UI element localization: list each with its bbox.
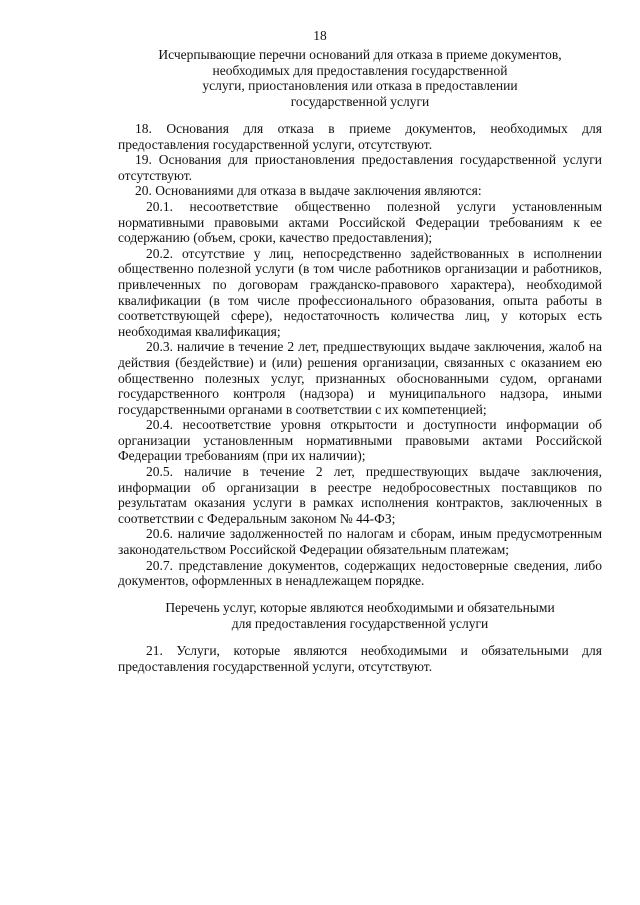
heading-line: Перечень услуг, которые являются необходимыми и обязательными — [165, 600, 555, 615]
paragraph-20-3: 20.3. наличие в течение 2 лет, предшествующих выдаче заключения, жалоб на действия (бездействие) и (или) решения организации, связанных с оказанием ею общественно полезных услуг, признанных обоснованными судом, органами государственного контроля (надзора) и муниципального надзора, иными государственными органами в соответствии с их компетенцией; — [118, 339, 602, 417]
section-heading-required-services — [118, 600, 602, 631]
heading-line: услуги, приостановления или отказа в предоставлении — [202, 78, 518, 94]
heading-line: Исчерпывающие перечни оснований для отказа в приеме документов, — [158, 47, 562, 62]
section-body-refusal-grounds — [118, 121, 602, 589]
paragraph-20-5: 20.5. наличие в течение 2 лет, предшествующих выдаче заключения, информации об организации в реестре недобросовестных поставщиков по результатам оказания услуги в рамках исполнения контрактов, заключенных в соответствии с Федеральным законом № 44-ФЗ; — [118, 464, 602, 526]
section-heading-refusal-grounds — [118, 47, 602, 109]
paragraph-20-1: 20.1. несоответствие общественно полезной услуги установленным нормативными правовыми актами Российской Федерации требованиям к ее содержанию (объем, сроки, качество предоставления); — [118, 198, 602, 246]
paragraph-21: 21. Услуги, которые являются необходимыми и обязательными для предоставления государственной услуги, отсутствуют. — [118, 643, 602, 674]
paragraph-20: 20. Основаниями для отказа в выдаче заключения являются: — [135, 183, 482, 199]
heading-line: необходимых для предоставления государственной — [212, 62, 508, 78]
paragraph-20-6: 20.6. наличие задолженностей по налогам и сборам, иным предусмотренным законодательством Российской Федерации обязательным платежам; — [118, 526, 602, 558]
paragraph-19: 19. Основания для приостановления предоставления государственной услуги отсутствуют. — [118, 152, 602, 183]
paragraph-20-2: 20.2. отсутствие у лиц, непосредственно задействованных в исполнении общественно полезной услуги (в том числе работников организации и работников, привлеченных по договорам гражданско-правового характера), необходимой квалификации (в том числе профессионального образования, опыта работы в соответствующей сфере), недостаточность количества лиц, у которых есть необходимая квалификация; — [118, 245, 602, 339]
section-body-required-services — [118, 643, 602, 674]
heading-line: государственной услуги — [290, 93, 430, 109]
paragraph-18: 18. Основания для отказа в приеме документов, необходимых для предоставления государственной услуги, отсутствуют. — [118, 121, 602, 152]
heading-line: для предоставления государственной услуги — [231, 615, 489, 631]
paragraph-20-7: 20.7. представление документов, содержащих недостоверные сведения, либо документов, оформленных в ненадлежащем порядке. — [118, 557, 602, 589]
paragraph-20-4: 20.4. несоответствие уровня открытости и доступности информации об организации установленным нормативными правовыми актами Российской Федерации требованиям (при их наличии); — [118, 417, 602, 464]
page-number: 18 — [313, 28, 327, 43]
